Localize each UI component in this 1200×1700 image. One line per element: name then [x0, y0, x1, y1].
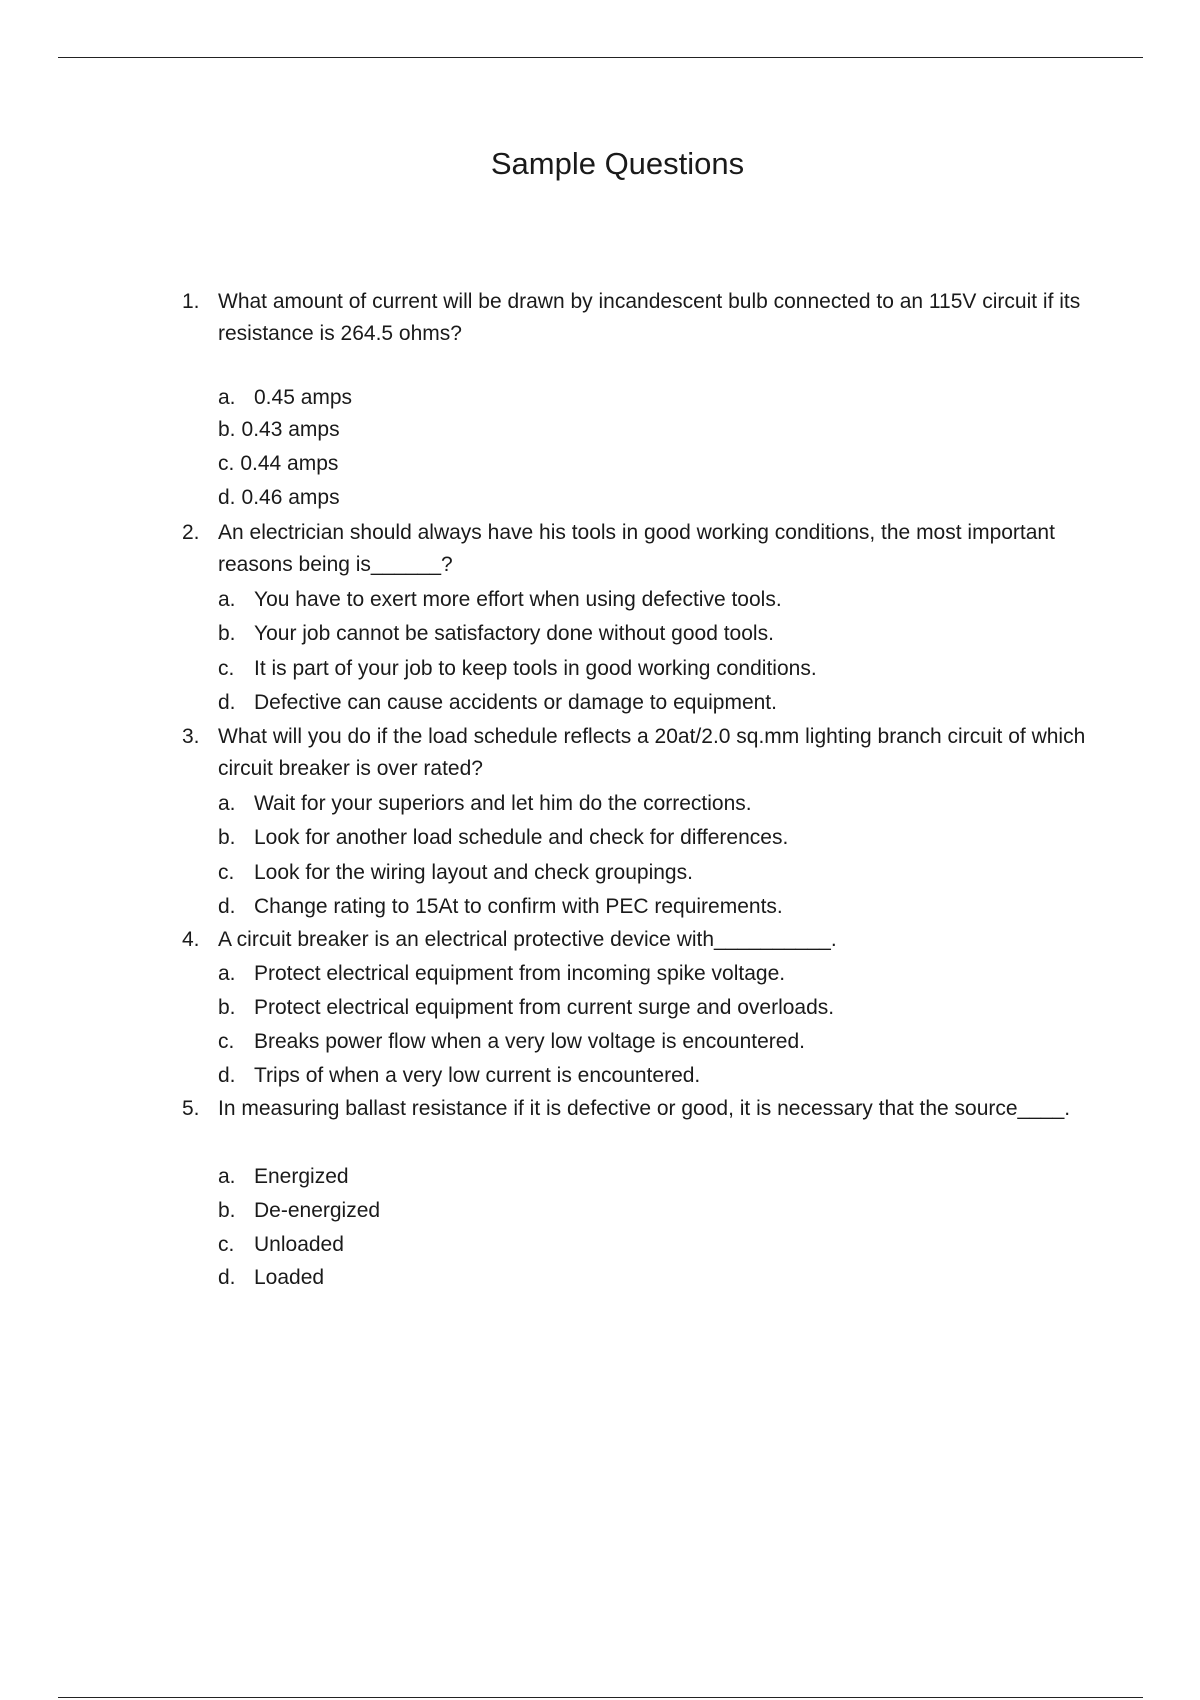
option-2c [218, 653, 1098, 685]
option-letter: d. [218, 1266, 236, 1289]
option-5c [218, 1229, 1098, 1261]
question-number: 2. [182, 521, 200, 544]
option-text: Your job cannot be satisfactory done without good tools. [254, 622, 774, 645]
option-letter: d. [218, 1064, 236, 1087]
page-title: Sample Questions [490, 146, 745, 181]
option-text: Protect electrical equipment from incoming spike voltage. [254, 962, 786, 985]
option-text: Trips of when a very low current is encountered. [254, 1064, 701, 1087]
option-text: 0.45 amps [254, 386, 353, 409]
option-text: Defective can cause accidents or damage to equipment. [254, 691, 777, 714]
option-4c [218, 1026, 1098, 1058]
option-5a [218, 1161, 1098, 1193]
option-text: De-energized [254, 1199, 381, 1222]
option-text: You have to exert more effort when using defective tools. [254, 588, 782, 611]
bottom-rule [58, 1697, 1143, 1698]
option-text: Energized [254, 1165, 349, 1188]
option-text: 0.44 amps [240, 452, 339, 475]
option-letter: b. [218, 1199, 236, 1222]
option-letter: b. [218, 622, 236, 645]
option-text: It is part of your job to keep tools in good working conditions. [254, 657, 817, 680]
option-text: 0.43 amps [241, 418, 340, 441]
option-text: Wait for your superiors and let him do the corrections. [254, 792, 752, 815]
option-letter: a. [218, 962, 236, 985]
option-1d [218, 482, 1098, 514]
option-5b [218, 1195, 1098, 1227]
option-2a [218, 584, 1098, 616]
option-letter: c. [218, 1030, 235, 1053]
question-number: 1. [182, 290, 200, 313]
option-letter: c. [218, 452, 235, 475]
question-text: What will you do if the load schedule reflects a 20at/2.0 sq.mm lighting branch circuit of which circuit breaker is over rated? [218, 725, 1086, 780]
question-text: A circuit breaker is an electrical protective device with__________. [218, 928, 837, 951]
option-letter: b. [218, 418, 236, 441]
option-text: Look for the wiring layout and check groupings. [254, 861, 693, 884]
option-letter: d. [218, 895, 236, 918]
option-letter: c. [218, 1233, 235, 1256]
option-1b [218, 414, 1098, 446]
question-number: 4. [182, 928, 200, 951]
option-text: Breaks power flow when a very low voltage is encountered. [254, 1030, 805, 1053]
option-letter: b. [218, 826, 236, 849]
question-text: In measuring ballast resistance if it is defective or good, it is necessary that the source____. [218, 1097, 1071, 1120]
option-2b [218, 618, 1098, 650]
question-5 [182, 1093, 1102, 1125]
option-1c [218, 448, 1098, 480]
option-letter: d. [218, 486, 236, 509]
option-3b [218, 822, 1098, 854]
option-text: Loaded [254, 1266, 325, 1289]
option-2d [218, 687, 1098, 719]
option-text: 0.46 amps [241, 486, 340, 509]
question-2 [182, 517, 1102, 581]
option-text: Change rating to 15At to confirm with PEC requirements. [254, 895, 783, 918]
option-4d [218, 1060, 1098, 1092]
option-4a [218, 958, 1098, 990]
option-letter: b. [218, 996, 236, 1019]
option-letter: c. [218, 657, 235, 680]
option-letter: d. [218, 691, 236, 714]
option-5d [218, 1262, 1098, 1294]
option-3d [218, 891, 1098, 923]
option-letter: a. [218, 588, 236, 611]
option-text: Look for another load schedule and check for differences. [254, 826, 789, 849]
option-3a [218, 788, 1098, 820]
option-letter: c. [218, 861, 235, 884]
option-letter: a. [218, 1165, 236, 1188]
option-text: Unloaded [254, 1233, 344, 1256]
question-3 [182, 721, 1102, 785]
option-1a [218, 382, 1098, 414]
option-4b [218, 992, 1098, 1024]
question-text: An electrician should always have his tools in good working conditions, the most important reasons being is______? [218, 521, 1055, 576]
option-3c [218, 857, 1098, 889]
question-number: 3. [182, 725, 200, 748]
question-1 [182, 286, 1102, 350]
question-4 [182, 924, 1102, 956]
option-text: Protect electrical equipment from current surge and overloads. [254, 996, 835, 1019]
option-letter: a. [218, 792, 236, 815]
option-letter: a. [218, 386, 236, 409]
question-text: What amount of current will be drawn by incandescent bulb connected to an 115V circuit if its resistance is 264.5 ohms? [218, 290, 1081, 345]
question-number: 5. [182, 1097, 200, 1120]
